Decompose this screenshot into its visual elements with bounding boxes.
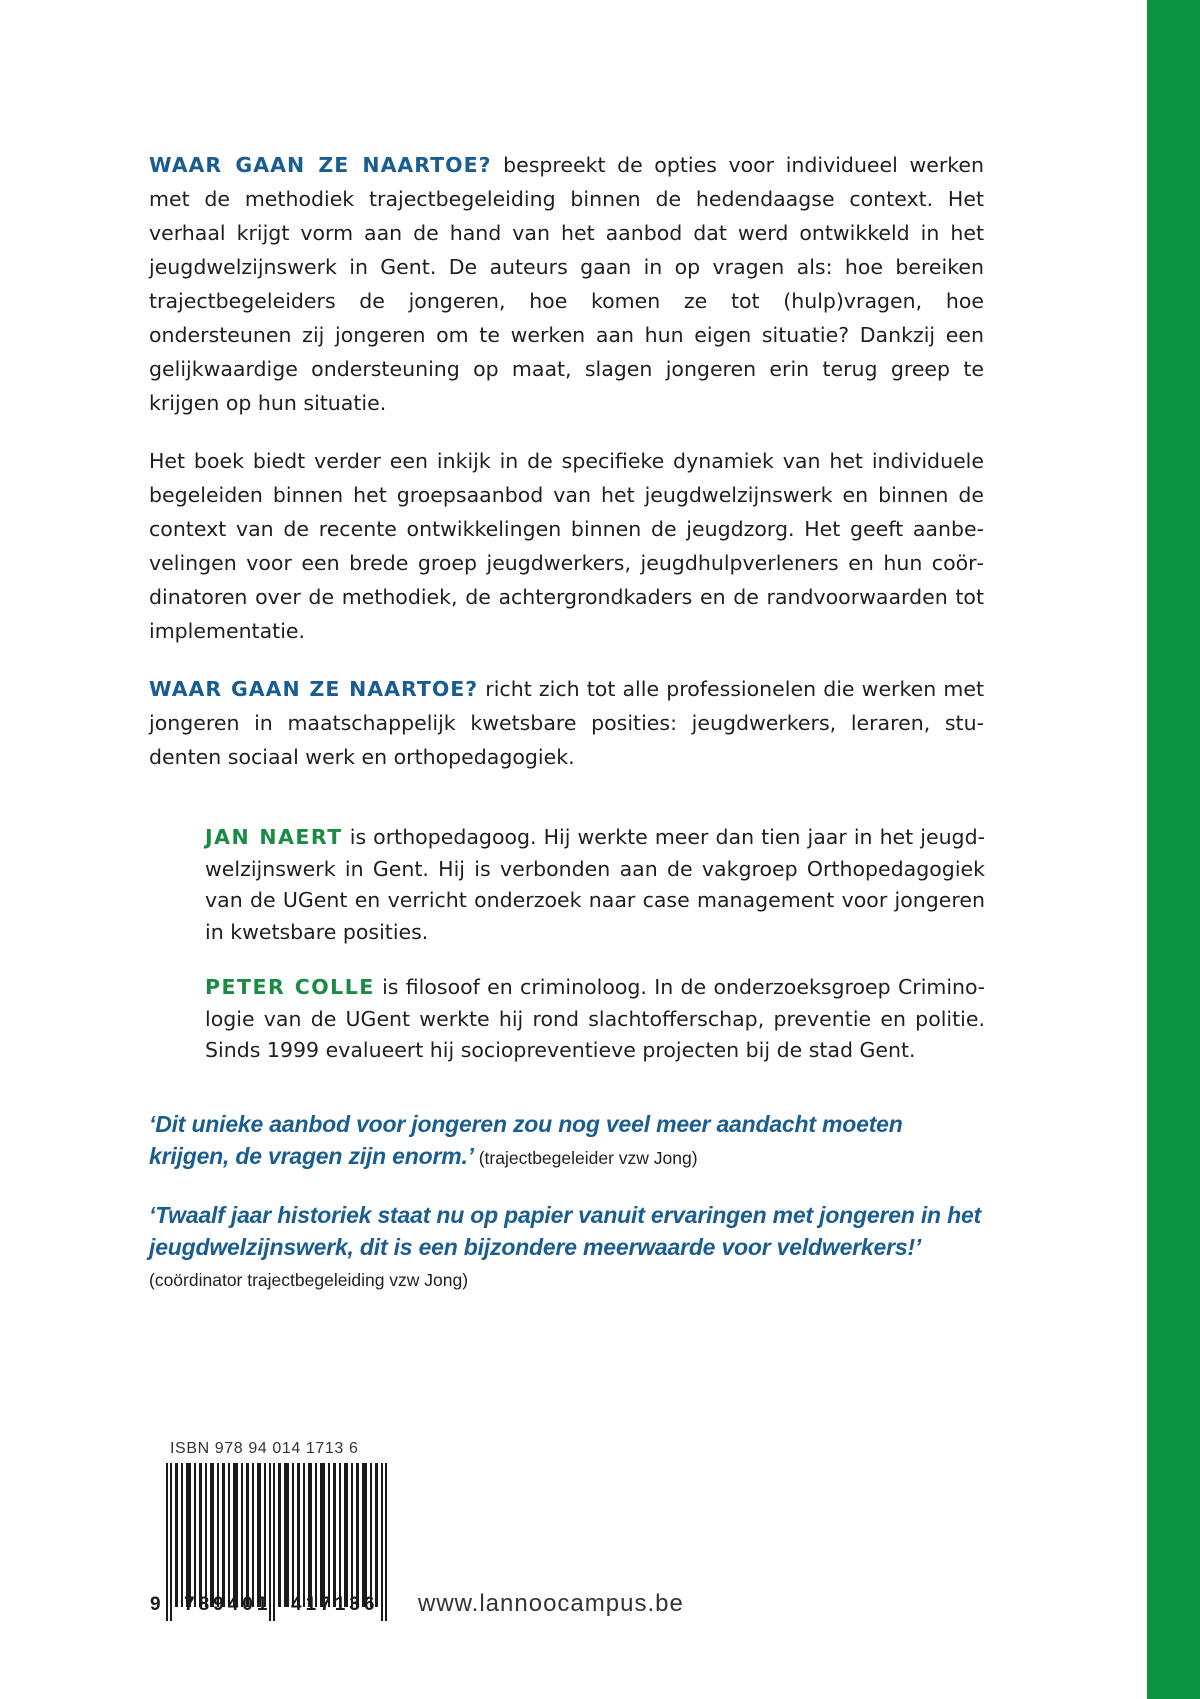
author-name: PETER COLLE (205, 975, 375, 999)
barcode-bar (252, 1463, 254, 1607)
barcode-bar (199, 1463, 202, 1607)
barcode-bar (333, 1463, 336, 1607)
barcode-bar (320, 1463, 325, 1607)
green-side-bar (1147, 0, 1200, 1699)
barcode-left-digits: 789401 (184, 1594, 272, 1615)
isbn-label: ISBN 978 94 014 1713 6 (170, 1440, 359, 1457)
barcode-bar (362, 1463, 367, 1607)
barcode-bar (297, 1463, 300, 1607)
intro-paragraph-3-text: richt zich tot alle professionelen die werken met jongeren in maatschappelijk kwetsbare posities: jeugdwerkers, leraren, studenten sociaal werk en orthopedagogiek. (149, 677, 984, 769)
barcode-bar (246, 1463, 249, 1607)
author-name: JAN NAERT (205, 825, 343, 849)
barcode-bar (181, 1463, 183, 1607)
book-title-highlight: WAAR GAAN ZE NAARTOE? (149, 153, 492, 177)
testimonials (149, 1109, 984, 1296)
intro-paragraph-3 (149, 672, 984, 774)
barcode-bar (166, 1463, 168, 1621)
barcode-bar (381, 1463, 383, 1621)
barcode-bar (385, 1463, 387, 1621)
publisher-website[interactable]: www.lannoocampus.be (418, 1590, 684, 1617)
barcode-bar (370, 1463, 372, 1607)
author-bio-jan-naert (205, 822, 985, 948)
barcode-bar (315, 1463, 317, 1607)
barcode-bar (328, 1463, 330, 1607)
intro-paragraph-1-text: bespreekt de opties voor individueel werken met de methodiek trajectbegeleiding binnen de hedendaagse context. Het verhaal krijgt vorm aan de hand van het aanbod dat werd ontwikkeld in het jeugdwelzijnswerk in Gent. De auteurs gaan in op vragen als: hoe bereiken trajectbegeleiders de jongeren, hoe komen ze tot (hulp)vragen, hoe ondersteunen zij jongeren om te werken aan hun eigen situatie? Dankzij een gelijkwaardige ondersteuning op maat, slagen jongeren erin terug greep te krijgen op hun situatie. (149, 153, 984, 415)
barcode-bar (228, 1463, 230, 1607)
barcode-bar (339, 1463, 341, 1607)
author-bio-text: is orthopedagoog. Hij werkte meer dan tien jaar in het jeugdwelzijnswerk in Gent. Hij is verbonden aan de vakgroep Orthopedagogiek van de UGent en verricht onderzoek naar case management voor jongeren in kwetsbare posities. (205, 825, 985, 944)
barcode-bar (257, 1463, 261, 1607)
barcode-bar (278, 1463, 281, 1607)
barcode-bar (217, 1463, 219, 1607)
testimonial-2 (149, 1200, 984, 1296)
barcode-bar (205, 1463, 207, 1607)
barcode-bar (375, 1463, 378, 1607)
book-title-highlight-2: WAAR GAAN ZE NAARTOE? (149, 677, 479, 701)
back-cover-text (149, 148, 984, 1296)
testimonial-source: (coördinator trajectbegeleiding vzw Jong) (149, 1269, 469, 1290)
barcode-bar (264, 1463, 266, 1607)
barcode-bar (303, 1463, 305, 1607)
testimonial-text: ‘Dit unieke aanbod voor jongeren zou nog veel meer aandacht moeten krijgen, de vragen zijn enorm.’ (149, 1110, 903, 1169)
barcode-first-digit: 9 (150, 1594, 165, 1615)
barcode-bar (351, 1463, 353, 1607)
barcode-bar (222, 1463, 225, 1607)
barcode-bar (186, 1463, 191, 1607)
testimonial-source: (trajectbegeleider vzw Jong) (473, 1147, 698, 1168)
testimonial-text: ‘Twaalf jaar historiek staat nu op papier vanuit ervaringen met jongeren in het jeugdwelzijnswerk, dit is een bijzondere meerwaarde voor veldwerkers!’ (149, 1201, 981, 1260)
barcode-bar (170, 1463, 172, 1621)
intro-paragraph-1 (149, 148, 984, 420)
barcode-bar (344, 1463, 348, 1607)
barcode-bar (273, 1463, 275, 1621)
barcode-bar (356, 1463, 359, 1607)
barcode-bar (210, 1463, 214, 1607)
barcode-bar (241, 1463, 243, 1607)
barcode-bar (233, 1463, 238, 1607)
intro-paragraph-2: Het boek biedt verder een inkijk in de specifieke dynamiek van het individuele begeleiden binnen het groepsaanbod van het jeugdwelzijnswerk en binnen de context van de recente ontwikkelingen binnen de jeugdzorg. Het geeft aanbevelingen voor een brede groep jeugdwerkers, jeugdhulpverleners en hun coördinatoren over de methodiek, de achtergrondkaders en de randvoorwaarden tot implementatie. (149, 449, 984, 643)
author-bios (205, 822, 985, 1067)
author-bio-peter-colle (205, 972, 985, 1067)
barcode-bar (308, 1463, 312, 1607)
author-bio-text: is filosoof en criminoloog. In de onderzoeksgroep Criminologie van de UGent werkte hij rond slachtofferschap, preventie en politie. Sinds 1999 evalueert hij sociopreventieve projecten bij de stad Gent. (205, 975, 985, 1062)
barcode-bar (292, 1463, 294, 1607)
barcode-bar (194, 1463, 196, 1607)
testimonial-1 (149, 1109, 984, 1174)
barcode-bar (175, 1463, 178, 1607)
barcode-bar (284, 1463, 289, 1607)
barcode-right-digits: 417136 (291, 1594, 379, 1615)
